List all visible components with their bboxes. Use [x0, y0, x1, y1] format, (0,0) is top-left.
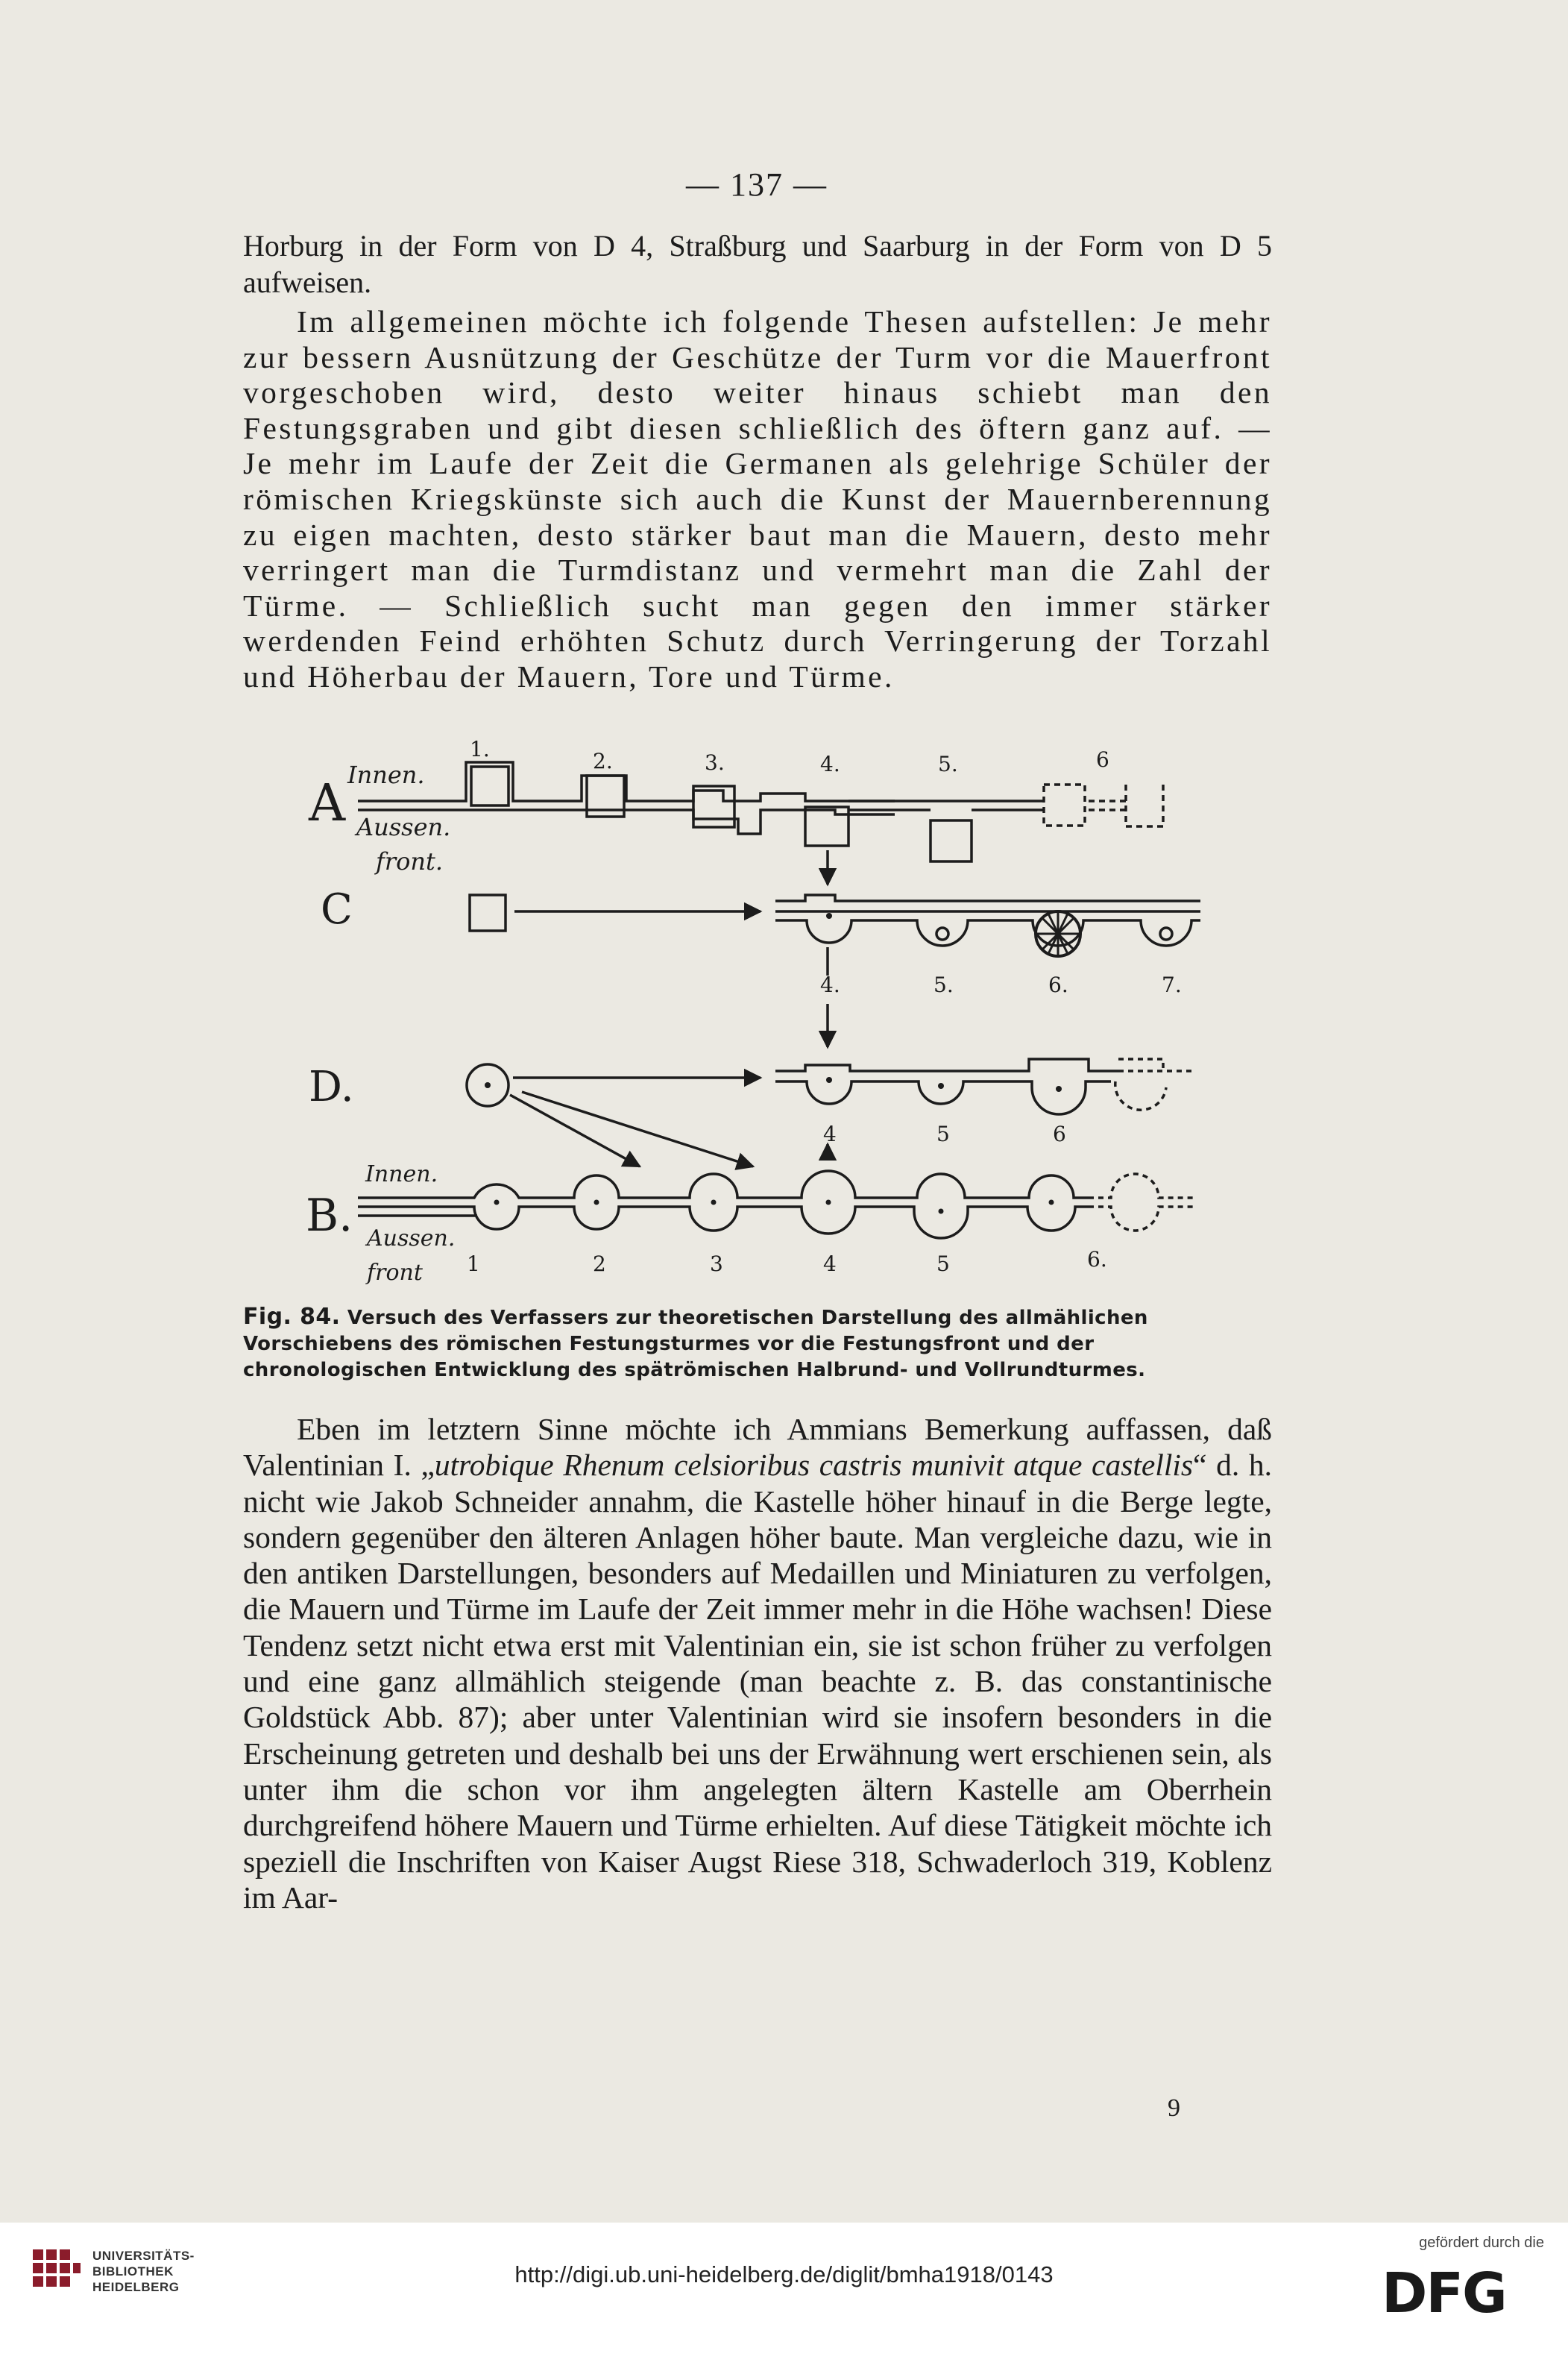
- paragraph-3: [243, 1411, 1272, 1915]
- digitization-footer: [0, 2223, 1568, 2371]
- a-number-6: 6: [1096, 747, 1109, 772]
- paragraph-2: [243, 304, 1272, 695]
- digitization-url[interactable]: http://digi.ub.uni-heidelberg.de/diglit/bmha1918/0143: [514, 2261, 1054, 2287]
- figure-caption-text: Versuch des Verfassers zur theoretischen Darstellung des allmählichen Vorschiebens des römischen Festungsturmes vor die Festungsfront und der chronologischen Entwicklung des spätrömischen Halbrund- und Vollrundturmes.: [243, 1307, 1148, 1381]
- row-label-d: D.: [309, 1063, 354, 1111]
- arrow-d-diag-1: [510, 1095, 640, 1166]
- b-number-4: 4: [823, 1252, 837, 1276]
- c-number-5: 5.: [933, 973, 954, 997]
- paragraph-3-start: Eben im letztern Sinne möchte ich Ammians Bemerkung auffassen, daß Valentinian I. „: [243, 1412, 1272, 1483]
- tower-c-7-center: [1160, 928, 1172, 940]
- figure-caption: [243, 1304, 1272, 1384]
- d-number-6: 6: [1053, 1122, 1066, 1146]
- printer-signature: 9: [1168, 2094, 1180, 2122]
- tower-c-5-center: [936, 928, 948, 940]
- tower-d-4-center: [826, 1077, 832, 1083]
- funding-note: gefördert durch die: [1419, 2235, 1544, 2251]
- tower-a-4: [805, 807, 848, 846]
- page-number-header: — 137 —: [686, 166, 828, 203]
- ammianus-quote: utrobique Rhenum celsioribus castris munivit atque castellis: [434, 1448, 1194, 1483]
- wall-outer-c: [775, 920, 1200, 946]
- a-number-3: 3.: [705, 750, 725, 775]
- wall-b-dashed: [1089, 1174, 1193, 1231]
- wall-inner-d: [775, 1059, 1118, 1071]
- paragraph-2-text: Im allgemeinen möchte ich folgende Thesen aufstellen: Je mehr zur bessern Ausnützung der Geschütze der Turm vor die Mauerfront vorgeschoben wird, desto weiter hinaus schiebt man den Festungsgraben und gibt diesen schließlich des öftern ganz auf. — Je mehr im Laufe der Zeit die Germanen als gelehrige Schüler der römischen Kriegskünste sich auch die Kunst der Mauernberennung zu eigen machten, desto stärker baut man die Mauern, desto mehr verringert man die Turmdistanz und vermehrt man die Zahl der Türme. — Schließlich sucht man gegen den immer stärker werdenden Feind erhöhten Schutz durch Verringerung der Torzahl und Höherbau der Mauern, Tore und Türme.: [243, 304, 1272, 694]
- paragraph-1-text: Horburg in der Form von D 4, Straßburg und Saarburg in der Form von D 5 aufweisen.: [243, 229, 1272, 299]
- figure-number: Fig. 84.: [243, 1304, 341, 1330]
- b-number-1: 1: [467, 1252, 480, 1276]
- tower-c-square: [470, 895, 506, 931]
- tower-c-6-wheel: [1036, 911, 1080, 956]
- tower-a-6-dashed: [1044, 785, 1085, 826]
- dfg-logo-icon: [1382, 2266, 1541, 2318]
- row-c-diagram: [321, 885, 1200, 1047]
- wall-outer-b: [358, 1207, 1089, 1238]
- diagram-svg: [298, 738, 1238, 1290]
- tower-b-5-center: [939, 1209, 944, 1214]
- tower-b-1-center: [494, 1200, 500, 1205]
- a-number-4: 4.: [820, 752, 840, 776]
- fortification-diagram: [298, 738, 1238, 1290]
- c-number-4: 4.: [820, 973, 840, 997]
- a-number-1: 1.: [470, 738, 490, 761]
- tower-d-center: [485, 1082, 491, 1088]
- library-name-line-2: BIBLIOTHEK: [92, 2264, 174, 2279]
- front-label-b: front: [367, 1260, 423, 1286]
- paragraph-3-rest: “ d. h. nicht wie Jakob Schneider annahm, die Kastelle höher hinauf in die Berge legte, sondern gegenüber den älteren Anlagen höher baute. Man vergleiche dazu, wie in den antiken Darstellungen, besonders auf Medaillen und Miniaturen zu verfolgen, die Mauern und Türme im Laufe der Zeit immer mehr in die Höhe wachsen! Diese Tendenz setzt nicht etwa erst mit Valentinian ein, sie ist schon früher zu verfolgen und eine ganz allmählich steigende (man beachte z. B. das constantinische Goldstück Abb. 87); aber unter Valentinian wird sie insofern besonders in die Erscheinung getreten und deshalb bei uns der Erwähnung wert erschienen sein, als unter ihm die schon vor ihm angelegten ältern Kastelle am Oberrhein durchgreifend höhere Mauern und Türme erhielten. Auf diese Tätigkeit möchte ich speziell die Inschriften von Kaiser Augst Riese 318, Schwaderloch 319, Koblenz im Aar-: [243, 1448, 1272, 1915]
- b-number-6: 6.: [1087, 1247, 1107, 1272]
- innen-label-a: Innen.: [347, 761, 425, 789]
- b-number-5: 5: [936, 1252, 950, 1276]
- library-name-line-3: HEIDELBERG: [92, 2280, 180, 2294]
- tower-b-2-center: [594, 1200, 599, 1205]
- tower-a-5: [931, 820, 972, 861]
- aussen-label-a: Aussen.: [356, 813, 451, 841]
- d-number-4: 4: [823, 1122, 837, 1146]
- a-number-5: 5.: [938, 752, 958, 776]
- b-number-3: 3: [710, 1252, 723, 1276]
- wall-d-dashed: [1115, 1059, 1193, 1110]
- row-label-b: B.: [306, 1190, 353, 1242]
- paragraph-1: [243, 228, 1272, 301]
- front-label-a: front.: [376, 847, 444, 876]
- innen-label-b: Innen.: [365, 1161, 438, 1187]
- row-d-diagram: [309, 1059, 1193, 1166]
- a-number-2: 2.: [593, 749, 613, 773]
- c-number-7: 7.: [1162, 973, 1182, 997]
- wall-a-dashed: [1089, 785, 1163, 826]
- tower-a-3: [693, 786, 734, 827]
- tower-a-1: [471, 767, 509, 805]
- wall-inner-c-top: [775, 895, 1200, 901]
- c-number-6: 6.: [1048, 973, 1068, 997]
- d-number-5: 5: [936, 1122, 950, 1146]
- arrow-d-diag-2: [522, 1092, 753, 1166]
- row-a-diagram: [308, 738, 1163, 885]
- wall-inner-b: [358, 1171, 1089, 1198]
- row-b-diagram: [306, 1161, 1193, 1286]
- wall-inner-a: [358, 762, 895, 801]
- paragraph-3-text: [243, 1411, 1272, 1915]
- svg-text:DFG: DFG: [1382, 2266, 1506, 2318]
- tower-b-4-center: [826, 1200, 831, 1205]
- tower-d-5-center: [938, 1083, 944, 1089]
- aussen-label-b: Aussen.: [367, 1225, 456, 1252]
- tower-d-6-center: [1056, 1086, 1062, 1092]
- library-name-line-1: UNIVERSITÄTS-: [92, 2249, 195, 2263]
- tower-b-6-center: [1049, 1200, 1054, 1205]
- b-number-2: 2: [593, 1252, 606, 1276]
- row-label-a: A: [309, 774, 346, 833]
- tower-b-3-center: [711, 1200, 717, 1205]
- row-label-c: C: [321, 885, 353, 934]
- tower-c-4-center: [826, 913, 832, 919]
